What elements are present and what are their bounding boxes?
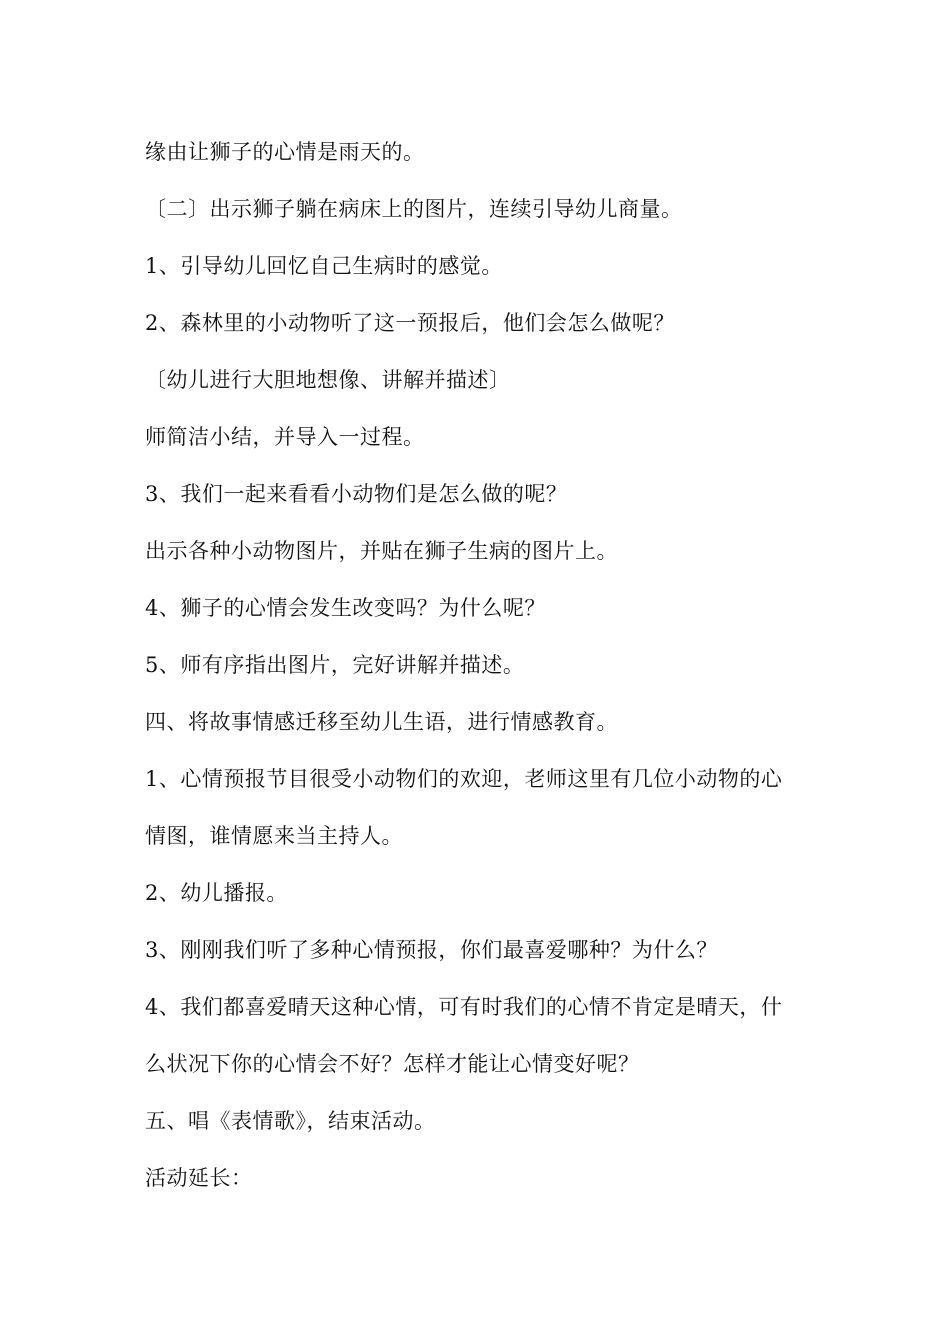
text-line: 缘由让狮子的心情是雨天的。	[145, 140, 425, 164]
text-line: 2、幼儿播报。	[145, 881, 288, 905]
text-line: 3、刚刚我们听了多种心情预报，你们最喜爱哪种？为什么？	[145, 938, 718, 962]
section-heading: 四、将故事情感迁移至幼儿生语，进行情感教育。	[145, 710, 618, 734]
text-line: 4、狮子的心情会发生改变吗？为什么呢？	[145, 596, 546, 620]
text-line: 1、引导幼儿回忆自己生病时的感觉。	[145, 254, 503, 278]
text-line: 活动延长：	[145, 1166, 253, 1190]
text-line: 1、心情预报节目很受小动物们的欢迎，老师这里有几位小动物的心	[145, 767, 783, 791]
section-heading: 五、唱《表情歌》，结束活动。	[145, 1109, 436, 1133]
text-line: 情图，谁情愿来当主持人。	[145, 824, 403, 848]
text-line: 4、我们都喜爱晴天这种心情，可有时我们的心情不肯定是晴天，什	[145, 995, 783, 1019]
text-line: 师简洁小结，并导入一过程。	[145, 425, 425, 449]
text-line: 5、师有序指出图片，完好讲解并描述。	[145, 653, 525, 677]
text-line: 3、我们一起来看看小动物们是怎么做的呢？	[145, 482, 568, 506]
text-line: 2、森林里的小动物听了这一预报后，他们会怎么做呢？	[145, 311, 675, 335]
text-line: 么状况下你的心情会不好？怎样才能让心情变好呢？	[145, 1052, 640, 1076]
text-line: 〔二〕出示狮子躺在病床上的图片，连续引导幼儿商量。	[145, 197, 683, 221]
text-line: 〔幼儿进行大胆地想像、讲解并描述〕	[145, 368, 511, 392]
text-line: 出示各种小动物图片，并贴在狮子生病的图片上。	[145, 539, 618, 563]
